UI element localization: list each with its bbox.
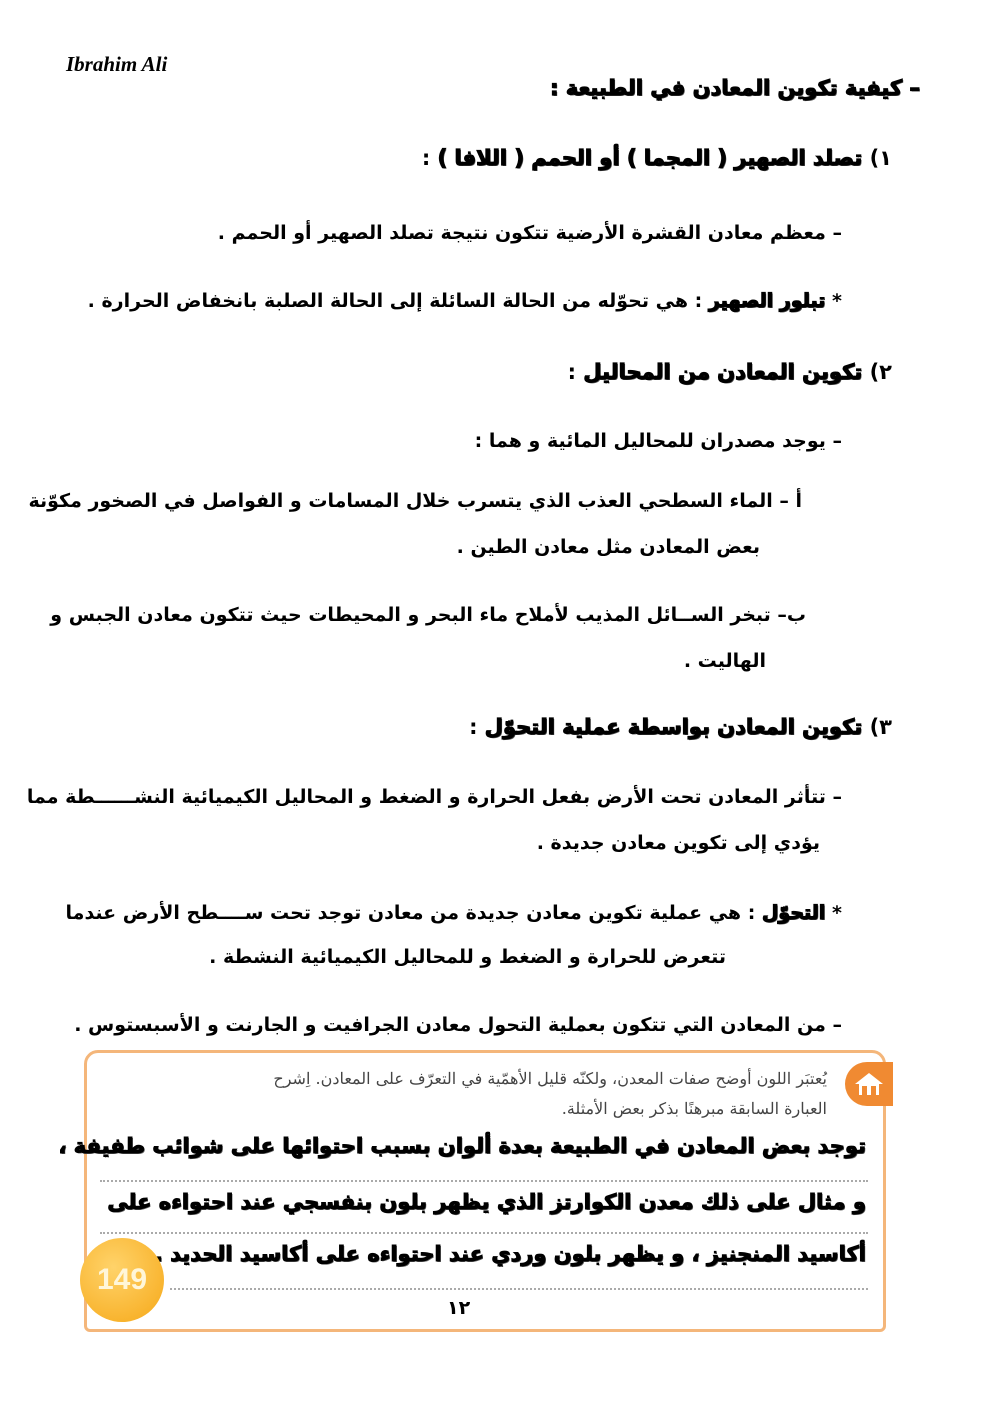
- section-1-number: ١): [869, 146, 892, 170]
- definition-text: : هي عملية تكوين معادن جديدة من معادن توجد تحت ســــطح الأرض عندما: [65, 902, 762, 924]
- section-3-title: تكوين المعادن بواسطة عملية التحوّل: [484, 715, 863, 739]
- answer-line1: توجد بعض المعادن في الطبيعة بعدة ألوان بسبب احتوائها على شوائب طفيفة ،: [58, 1134, 866, 1158]
- section-3-definition-line2: تتعرض للحرارة و الضغط و للمحاليل الكيميائية النشطة .: [209, 946, 726, 968]
- section-2-bullet: – يوجد مصدران للمحاليل المائية و هما :: [474, 430, 842, 452]
- question-line1: يُعتبَر اللون أوضح صفات المعدن، ولكنّه قليل الأهمّية في التعرّف على المعادن. اِشرح: [273, 1069, 827, 1088]
- dotted-answer-line: [100, 1232, 868, 1234]
- definition-star: *: [825, 290, 842, 312]
- question-line2: العبارة السابقة مبرهنًا بذكر بعض الأمثلة.: [561, 1099, 827, 1118]
- section-1-heading: [422, 146, 892, 170]
- main-title: – كيفية تكوين المعادن في الطبيعة :: [550, 76, 920, 100]
- home-icon: [845, 1062, 893, 1106]
- section-3-number: ٣): [869, 715, 892, 739]
- source-b-line1: ب– تبخر الســائل المذيب لأملاح ماء البحر و المحيطات حيث تتكون معادن الجبس و: [50, 604, 806, 626]
- answer-line3: أكاسيد المنجنيز ، و يظهر بلون وردي عند احتواءه على أكاسيد الحديد .: [154, 1242, 866, 1266]
- definition-term: تبلور الصهير: [708, 290, 826, 312]
- section-3-bullet-line1: – تتأثر المعادن تحت الأرض بفعل الحرارة و الضغط و المحاليل الكيميائية النشــــــطة مما: [26, 786, 842, 808]
- section-3-bullet-line2: يؤدي إلى تكوين معادن جديدة .: [536, 832, 820, 854]
- source-a-line1: أ – الماء السطحي العذب الذي يتسرب خلال المسامات و الفواصل في الصخور مكوّنة: [28, 490, 802, 512]
- section-1-bullet: – معظم معادن القشرة الأرضية تتكون نتيجة تصلد الصهير أو الحمم .: [217, 222, 842, 244]
- definition-text: : هي تحوّله من الحالة السائلة إلى الحالة الصلبة بانخفاض الحرارة .: [87, 290, 709, 312]
- book-page-badge: [80, 1238, 164, 1322]
- section-3-examples: – من المعادن التي تتكون بعملية التحول معادن الجرافيت و الجارنت و الأسبستوس .: [74, 1014, 842, 1036]
- section-3-definition-line1: [66, 902, 842, 924]
- section-2-number: ٢): [869, 360, 892, 384]
- section-1-definition: [88, 290, 842, 312]
- section-2-heading: [568, 360, 892, 384]
- section-2-colon: :: [567, 360, 584, 384]
- book-page-number: 149: [96, 1263, 148, 1296]
- house-icon: [854, 1072, 884, 1096]
- section-1-title: تصلد الصهير ( المجما ) أو الحمم ( اللافا ): [437, 146, 863, 170]
- definition-star: *: [825, 902, 842, 924]
- section-3-heading: [469, 715, 892, 739]
- answer-line2: و مثال على ذلك معدن الكوارتز الذي يظهر بلون بنفسجي عند احتواءه على: [107, 1190, 866, 1214]
- definition-term: التحوّل: [761, 902, 826, 924]
- source-b-line2: الهاليت .: [683, 650, 766, 672]
- section-2-title: تكوين المعادن من المحاليل: [583, 360, 863, 384]
- section-1-colon: :: [421, 146, 438, 170]
- author-name: Ibrahim Ali: [66, 52, 168, 76]
- page-number: ١٢: [447, 1297, 471, 1319]
- source-a-line2: بعض المعادن مثل معادن الطين .: [456, 536, 760, 558]
- dotted-answer-line: [100, 1180, 868, 1182]
- dotted-answer-line: [170, 1288, 868, 1290]
- section-3-colon: :: [469, 715, 485, 739]
